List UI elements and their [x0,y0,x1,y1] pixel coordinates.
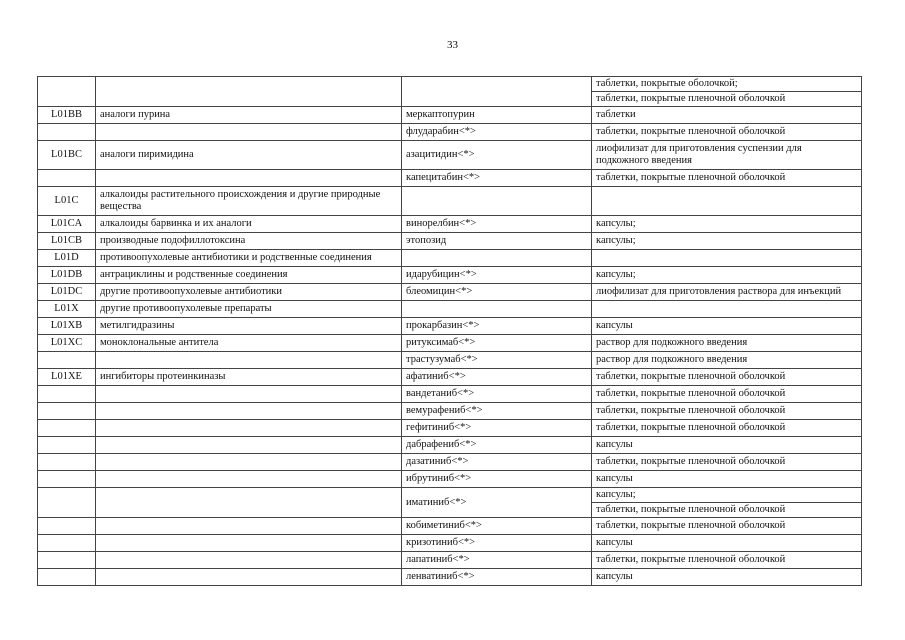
dosage-form-cell: таблетки, покрытые пленочной оболочкой [592,503,862,518]
table-row [38,518,862,535]
group-name-cell [96,569,402,586]
atc-code-cell: L01XC [38,335,96,352]
drug-name-cell [402,77,592,107]
atc-code-cell [38,437,96,454]
atc-code-cell [38,552,96,569]
atc-code-cell [38,535,96,552]
atc-code-cell [38,386,96,403]
group-name-cell: производные подофиллотоксина [96,233,402,250]
atc-code-cell [38,77,96,107]
drug-name-cell: кобиметиниб<*> [402,518,592,535]
atc-code-cell: L01BB [38,107,96,124]
dosage-form-cell: таблетки, покрытые пленочной оболочкой [592,420,862,437]
dosage-form-cell: капсулы [592,569,862,586]
table-row [38,552,862,569]
table-row [38,569,862,586]
drug-name-cell: флударабин<*> [402,124,592,141]
dosage-form-cell [592,301,862,318]
atc-code-cell [38,352,96,369]
atc-code-cell: L01D [38,250,96,267]
drug-name-cell: ибрутиниб<*> [402,471,592,488]
dosage-form-cell: таблетки, покрытые оболочкой; [592,77,862,92]
drug-name-cell: кризотиниб<*> [402,535,592,552]
drug-name-cell: этопозид [402,233,592,250]
atc-code-cell: L01BC [38,141,96,170]
group-name-cell [96,170,402,187]
table-row [38,77,862,92]
dosage-form-cell: таблетки, покрытые пленочной оболочкой [592,170,862,187]
dosage-form-cell: капсулы; [592,267,862,284]
dosage-form-cell: таблетки, покрытые пленочной оболочкой [592,454,862,471]
table-row [38,141,862,170]
table-row [38,335,862,352]
table-row [38,267,862,284]
drug-name-cell: идарубицин<*> [402,267,592,284]
table-row [38,369,862,386]
drug-name-cell: вемурафениб<*> [402,403,592,420]
drug-name-cell [402,187,592,216]
drug-name-cell: блеомицин<*> [402,284,592,301]
drug-table-body [38,77,862,586]
table-row [38,233,862,250]
table-row [38,437,862,454]
page-number: 33 [447,39,458,51]
group-name-cell [96,124,402,141]
dosage-form-cell: раствор для подкожного введения [592,352,862,369]
dosage-form-cell: раствор для подкожного введения [592,335,862,352]
drug-name-cell: ритуксимаб<*> [402,335,592,352]
drug-name-cell: лапатиниб<*> [402,552,592,569]
atc-code-cell: L01CB [38,233,96,250]
dosage-form-cell: капсулы [592,471,862,488]
group-name-cell [96,77,402,107]
group-name-cell [96,403,402,420]
group-name-cell: аналоги пиримидина [96,141,402,170]
dosage-form-cell: капсулы [592,535,862,552]
group-name-cell [96,386,402,403]
table-row [38,170,862,187]
dosage-form-cell: таблетки, покрытые пленочной оболочкой [592,92,862,107]
group-name-cell [96,518,402,535]
group-name-cell: другие противоопухолевые препараты [96,301,402,318]
drug-name-cell: гефитиниб<*> [402,420,592,437]
table-row [38,301,862,318]
table-row [38,386,862,403]
dosage-form-cell: капсулы [592,437,862,454]
dosage-form-cell: таблетки [592,107,862,124]
table-row [38,454,862,471]
atc-code-cell: L01XE [38,369,96,386]
drug-table [37,76,862,586]
atc-code-cell [38,403,96,420]
dosage-form-cell: капсулы; [592,488,862,503]
dosage-form-cell: таблетки, покрытые пленочной оболочкой [592,552,862,569]
table-row [38,284,862,301]
group-name-cell [96,535,402,552]
group-name-cell [96,488,402,518]
dosage-form-cell [592,187,862,216]
group-name-cell: алкалоиды растительного происхождения и другие природные вещества [96,187,402,216]
table-row [38,352,862,369]
table-row [38,107,862,124]
atc-code-cell [38,170,96,187]
table-row [38,216,862,233]
drug-name-cell [402,250,592,267]
group-name-cell: моноклональные антитела [96,335,402,352]
drug-name-cell: иматиниб<*> [402,488,592,518]
dosage-form-cell: таблетки, покрытые пленочной оболочкой [592,518,862,535]
atc-code-cell [38,518,96,535]
dosage-form-cell: таблетки, покрытые пленочной оболочкой [592,386,862,403]
dosage-form-cell: лиофилизат для приготовления раствора для инъекций [592,284,862,301]
atc-code-cell [38,569,96,586]
drug-name-cell: прокарбазин<*> [402,318,592,335]
dosage-form-cell: капсулы [592,318,862,335]
drug-name-cell: дабрафениб<*> [402,437,592,454]
dosage-form-cell: лиофилизат для приготовления суспензии для подкожного введения [592,141,862,170]
table-row [38,318,862,335]
atc-code-cell [38,420,96,437]
table-row [38,488,862,503]
dosage-form-cell: капсулы; [592,216,862,233]
group-name-cell: алкалоиды барвинка и их аналоги [96,216,402,233]
drug-name-cell: меркаптопурин [402,107,592,124]
group-name-cell: антрациклины и родственные соединения [96,267,402,284]
dosage-form-cell: таблетки, покрытые пленочной оболочкой [592,403,862,420]
atc-code-cell: L01X [38,301,96,318]
table-row [38,420,862,437]
drug-name-cell: вандетаниб<*> [402,386,592,403]
atc-code-cell: L01DC [38,284,96,301]
atc-code-cell: L01DB [38,267,96,284]
group-name-cell: ингибиторы протеинкиназы [96,369,402,386]
atc-code-cell: L01XB [38,318,96,335]
atc-code-cell [38,488,96,518]
drug-name-cell: азацитидин<*> [402,141,592,170]
drug-name-cell: трастузумаб<*> [402,352,592,369]
atc-code-cell: L01C [38,187,96,216]
drug-name-cell: винорелбин<*> [402,216,592,233]
dosage-form-cell: таблетки, покрытые пленочной оболочкой [592,369,862,386]
dosage-form-cell: таблетки, покрытые пленочной оболочкой [592,124,862,141]
drug-name-cell: капецитабин<*> [402,170,592,187]
drug-name-cell [402,301,592,318]
dosage-form-cell: капсулы; [592,233,862,250]
table-row [38,403,862,420]
drug-name-cell: дазатиниб<*> [402,454,592,471]
table-row [38,471,862,488]
group-name-cell: противоопухолевые антибиотики и родственные соединения [96,250,402,267]
group-name-cell: аналоги пурина [96,107,402,124]
group-name-cell [96,420,402,437]
atc-code-cell [38,471,96,488]
dosage-form-cell [592,250,862,267]
group-name-cell [96,352,402,369]
group-name-cell [96,454,402,471]
group-name-cell: метилгидразины [96,318,402,335]
drug-name-cell: ленватиниб<*> [402,569,592,586]
atc-code-cell [38,454,96,471]
group-name-cell: другие противоопухолевые антибиотики [96,284,402,301]
table-row [38,187,862,216]
table-row [38,250,862,267]
table-row [38,124,862,141]
group-name-cell [96,437,402,454]
drug-name-cell: афатиниб<*> [402,369,592,386]
atc-code-cell: L01CA [38,216,96,233]
group-name-cell [96,552,402,569]
group-name-cell [96,471,402,488]
atc-code-cell [38,124,96,141]
table-row [38,535,862,552]
